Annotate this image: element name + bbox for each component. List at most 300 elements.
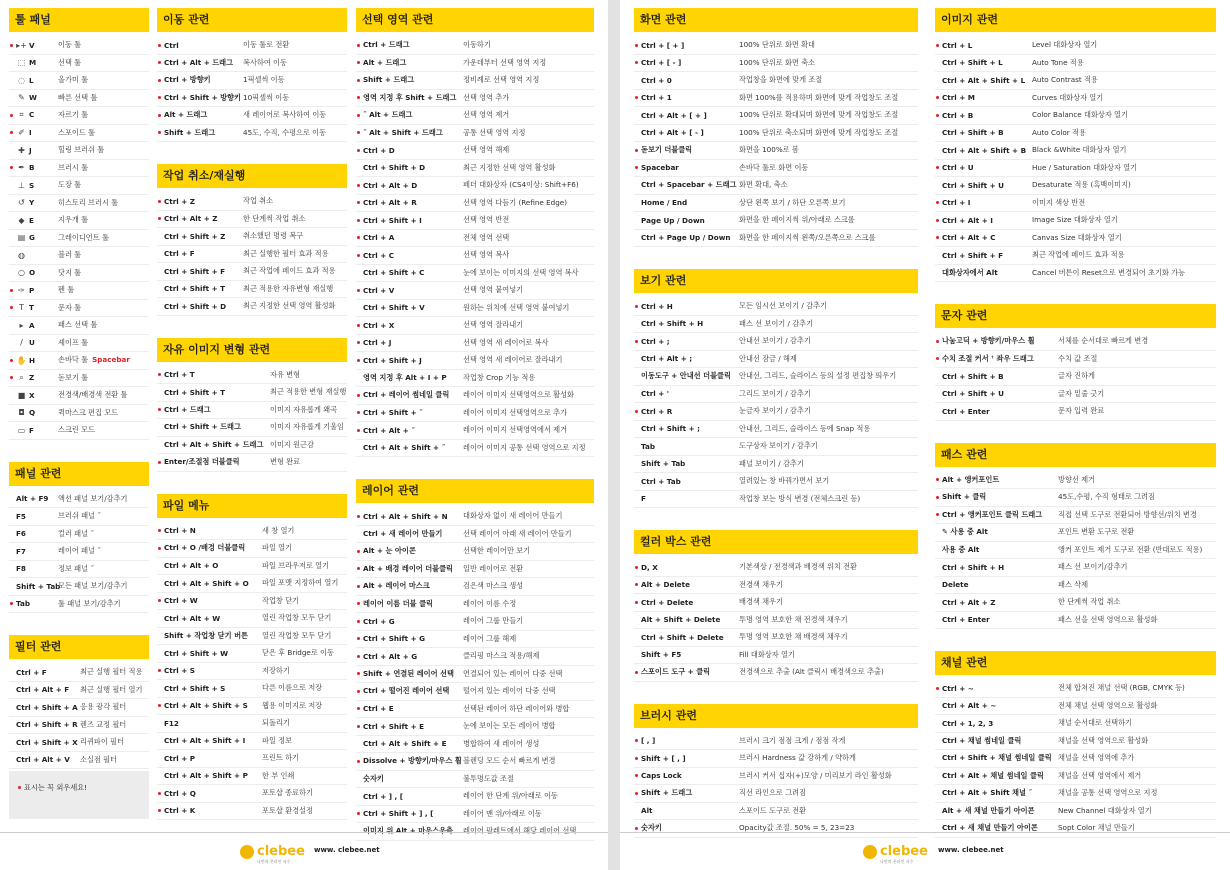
shortcut-description [734,319,813,329]
shortcut-key [935,684,1053,693]
shortcut-row [634,55,918,73]
shortcut-key-text: Home / End [641,198,688,208]
shortcut-description [257,753,299,763]
shortcut-row [9,90,149,108]
shortcut-description [1027,145,1126,155]
shortcut-description-text: 되돌리기 [262,718,290,728]
shortcut-row [634,195,918,213]
shortcut-key [9,668,75,677]
section-header: 문자 관련 [935,304,1216,328]
shortcut-row [9,107,149,125]
shortcut-row [157,733,347,751]
shortcut-description-text: 안내선 잠금 / 해제 [739,353,797,363]
shortcut-description [458,581,523,591]
shortcut-description [458,355,562,365]
shortcut-description [734,406,811,416]
shortcut-key-text: Ctrl + Enter [942,615,990,625]
shortcut-key [634,145,734,155]
shortcut-description-text: Image Size 대화상자 열기 [1032,215,1118,225]
shortcut-key-text: Ctrl + I [942,198,971,208]
shortcut-description [734,441,818,451]
shortcut-description [458,145,509,155]
shortcut-key [157,789,257,798]
shortcut-row [356,422,594,440]
shortcut-key [634,442,734,451]
shortcut-description [238,249,329,259]
shortcut-row [356,300,594,318]
shortcut-key-text: Ctrl [164,40,179,50]
brand-name: clebee [257,844,305,859]
shortcut-key [157,128,238,138]
shortcut-key [9,58,53,67]
shortcut-row [9,734,149,752]
shortcut-row [9,561,149,579]
shortcut-key-text: Ctrl + Alt + C [942,233,996,243]
shortcut-description-text: 채널 순서대로 선택하기 [1058,718,1133,728]
shortcut-key [634,494,734,503]
shortcut-key [935,545,1053,555]
shortcut-description-text: 패스 선 보이기/감추기 [1058,562,1128,572]
shortcut-key-text: Ctrl + Shift + 방향키 [164,92,241,102]
shortcut-key-text: Ctrl + Alt + Shift 채널 ˝ [942,788,1033,798]
shortcut-description [1053,475,1095,485]
shortcut-description-text: 정비례로 선택 영역 지정 [463,75,540,85]
shortcut-description-text: 돋보기 툴 [58,372,89,382]
shortcut-description-text: 웹용 이미지로 저장 [262,700,323,710]
shortcut-key [356,356,458,365]
shortcut-row [9,335,149,353]
shortcut-key-text: Ctrl + Shift + I [363,215,422,225]
shortcut-row [9,578,149,596]
shortcut-key-text: Ctrl + ' [641,389,669,399]
tool-icon: ○ [18,268,25,278]
shortcut-row [9,405,149,423]
shortcut-key [356,443,458,452]
shortcut-description-text: 파일 포맷 지정하여 열기 [262,578,339,588]
shortcut-description [257,666,290,676]
shortcut-key [634,93,734,102]
shortcut-description-text: 정보 패널 ˝ [58,563,94,573]
shortcut-description [53,303,81,313]
shortcut-description-text: 눈금자 보이기 / 감추기 [739,406,811,416]
shortcut-key [157,197,238,206]
shortcut-description [734,354,797,364]
shortcut-key-text: Dissolve + 방향키/마우스 휠 [363,756,462,766]
shortcut-key-text: F12 [164,718,179,728]
shortcut-key [356,233,458,242]
shortcut-row [356,247,594,265]
tool-icon: ✎ [18,93,25,103]
shortcut-description-text: 선택한 레이어만 보기 [463,546,531,556]
shortcut-row [157,384,347,402]
shortcut-key-text: Ctrl + Alt + F [16,685,70,695]
shortcut-key [634,598,734,607]
shortcut-key-text: Ctrl + Shift + U [942,389,1004,399]
shortcut-key-text: Delete [942,580,969,590]
shortcut-key [9,581,61,591]
shortcut-description [53,390,127,400]
shortcut-key [935,806,1053,816]
shortcut-description [1027,163,1137,173]
shortcut-key [356,669,458,679]
shortcut-description-text: 그레이디언트 툴 [58,232,109,242]
shortcut-description-text: 최근 작업에 페이드 효과 적용 [243,266,336,276]
shortcut-key [157,302,238,311]
shortcut-key-text: 대화상자에서 Alt [942,267,998,277]
shortcut-key-text: P [29,285,35,295]
shortcut-description [1053,406,1104,416]
shortcut-description-text: 투명 영역 보호한 채 전경색 채우기 [739,614,848,624]
shortcut-key [157,284,238,293]
shortcut-description-text: 포인트 변환 도구로 전환 [1058,527,1135,537]
tool-icon: ◘ [18,408,25,418]
shortcut-key [157,736,257,745]
shortcut-key [9,494,53,503]
shortcut-description [458,564,523,574]
shortcut-description-text: 최근 지정한 선택 영역 활성화 [463,162,556,172]
shortcut-section [634,8,918,247]
shortcut-description-text: 복사하여 이동 [243,57,287,67]
shortcut-row [356,561,594,579]
shortcut-description-text: 레이어 그룹 해제 [463,633,517,643]
shortcut-description [53,215,88,225]
shortcut-row [634,612,918,630]
shortcut-description-text: 이미지 자유롭게 기울임 [270,422,345,432]
shortcut-key-text: Alt + 드래그 [164,110,208,120]
shortcut-key-text: Ctrl + Alt + Z [942,597,996,607]
shortcut-key-text: 레이어 이름 더블 클릭 [363,598,433,608]
shortcut-row [356,631,594,649]
shortcut-key [935,615,1053,624]
shortcut-description-text: 문자 툴 [58,302,82,312]
shortcut-row [935,55,1216,73]
shortcut-description [265,422,344,432]
shortcut-row [935,177,1216,195]
shortcut-description-text: 채널을 선택 영역에 추가 [1058,753,1135,763]
shortcut-row [935,750,1216,768]
shortcut-row [356,195,594,213]
shortcut-row [935,594,1216,612]
shortcut-description-text: 빠른 선택 툴 [58,92,98,102]
shortcut-key [157,701,257,710]
shortcut-row [356,37,594,55]
shortcut-key [935,146,1027,155]
section-header: 파일 메뉴 [157,494,347,518]
shortcut-description-text: 안내선 보이기 / 감추기 [739,336,811,346]
shortcut-description [75,685,142,695]
shortcut-description [734,93,898,103]
shortcut-description [458,215,509,225]
shortcut-row [356,701,594,719]
shortcut-row [935,542,1216,560]
shortcut-description-text: 선택 영역 다듬기 (Refine Edge) [463,197,568,207]
shortcut-row [935,247,1216,265]
shortcut-row [935,212,1216,230]
shortcut-description-text: 한 단계씩 작업 취소 [243,213,306,223]
website-url[interactable]: www. clebee.net [314,846,380,854]
shortcut-row [157,803,347,821]
shortcut-key [634,389,734,398]
shortcut-key-text: Ctrl + B [942,110,974,120]
shortcut-key-text: Ctrl + M [942,93,975,103]
tool-icon: ✑ [18,285,25,295]
shortcut-description-text: 포토샵 환경설정 [262,805,313,815]
shortcut-key [9,512,53,521]
shortcut-key-text: B [29,163,35,173]
shortcut-key-text: Ctrl + ~ [942,683,974,693]
shortcut-description [1027,110,1128,120]
shortcut-row [634,351,918,369]
shortcut-row [9,370,149,388]
shortcut-key-text: Y [29,198,35,208]
shortcut-row [935,820,1216,838]
shortcut-description-text: 최근 적용한 변형 재실행 [270,387,347,397]
shortcut-description-text: 방향선 제거 [1058,474,1096,484]
shortcut-row [935,160,1216,178]
shortcut-key [356,408,458,417]
shortcut-key-text: [ , ] [641,736,656,746]
shortcut-description-text: 선택 영역 해제 [463,145,510,155]
shortcut-key [634,58,734,67]
shortcut-description [53,338,88,348]
shortcut-description-text: 액션 패널 보기/감추기 [58,493,128,503]
bee-icon [863,845,877,859]
shortcut-description-text: Desaturate 적용 (흑백이미지) [1032,180,1131,190]
brand-text [257,840,305,864]
shortcut-row [9,125,149,143]
shortcut-key-text: Ctrl + Enter [942,406,990,416]
shortcut-key [356,216,458,225]
shortcut-key [9,737,78,747]
shortcut-description-text: 파일 정보 [262,735,293,745]
shortcut-row [9,230,149,248]
shortcut-description [734,58,815,68]
shortcut-key [157,754,257,763]
shortcut-description [458,546,530,556]
shortcut-key-text: 나눔고딕 + 방향키/마우스 휠 [942,336,1035,346]
section-header: 툴 패널 [9,8,149,32]
shortcut-description [458,180,579,190]
shortcut-description-text: 이미지 원근감 [270,439,314,449]
shortcut-description [53,320,97,330]
shortcut-key [935,372,1053,381]
shortcut-key-text: Ctrl + C [363,250,395,260]
shortcut-key [634,633,734,642]
shortcut-key [9,110,53,120]
shortcut-key [356,529,458,539]
shortcut-key-text: Ctrl + Shift + X [16,737,78,747]
shortcut-description [53,250,81,260]
shortcut-key-text: Z [29,372,35,382]
shortcut-row [157,454,347,472]
shortcut-description [238,110,326,120]
shortcut-description-text: 선택 영역 복사 [463,250,510,260]
shortcut-key [634,667,734,677]
shortcut-description [734,40,815,50]
shortcut-description [257,648,334,658]
shortcut-key-text: Ctrl + Alt + ; [641,354,693,364]
shortcut-description-text: 레이어 이미지 선택영역으로 추가 [463,407,568,417]
shortcut-row [935,37,1216,55]
shortcut-description [75,737,124,747]
shortcut-description-text: 이동 툴로 전환 [243,40,290,50]
shortcut-key-text: Ctrl + Alt + I [942,215,993,225]
shortcut-row [634,559,918,577]
shortcut-description [734,110,898,120]
shortcut-key-text: L [29,75,34,85]
tool-icon: ⌗ [19,110,24,120]
shortcut-description-text: 리퀴파이 필터 [80,737,124,747]
shortcut-description-text: Canvas Size 대화상자 열기 [1032,232,1122,242]
shortcut-description-text: 전경색 채우기 [739,579,783,589]
shortcut-key-text: Ctrl + J [363,338,392,348]
shortcut-row [634,160,918,178]
shortcut-row [356,142,594,160]
shortcut-description [734,736,845,746]
shortcut-description-text: 선택 레이어 아래 새 레이어 만들기 [463,528,572,538]
shortcut-section [9,462,149,614]
shortcut-key-text: V [29,40,35,50]
shortcut-key [634,407,734,416]
shortcut-key [634,580,734,589]
shortcut-key [157,771,257,780]
tool-icon: ⬚ [17,58,26,68]
shortcut-description-text: 작업창을 화면에 맞게 조절 [739,75,823,85]
shortcut-key [9,529,53,538]
shortcut-description [734,788,806,798]
shortcut-description-text: 클리핑 마스크 적용/해제 [463,651,540,661]
shortcut-key [9,338,53,347]
shortcut-description [53,546,101,556]
shortcut-key-text: Shift + 연결된 레이어 선택 [363,668,454,678]
shortcut-description-text: 선택된 레이어 하단 레이어와 병합 [463,703,570,713]
shortcut-description-text: 최근 지정한 선택 영역 활성화 [243,301,336,311]
shortcut-key [634,650,734,659]
section-header: 컬러 박스 관련 [634,530,918,554]
shortcut-description [1053,771,1141,781]
shortcut-row [935,107,1216,125]
shortcut-description [458,408,567,418]
shortcut-key-text: F [641,494,646,504]
shortcut-description [53,355,130,365]
shortcut-description-text: 한 부 인쇄 [262,770,295,780]
shortcut-row [935,403,1216,421]
shortcut-description [458,233,509,243]
brand-tagline: 나만의 온라인 서수 [880,859,914,864]
shortcut-row [634,577,918,595]
section-header: 자유 이미지 변형 관련 [157,338,347,362]
shortcut-description [238,196,273,206]
shortcut-key [9,198,53,207]
shortcut-key-text: Ctrl + O /배경 더블클릭 [164,543,246,553]
shortcut-row [356,177,594,195]
shortcut-row [634,403,918,421]
shortcut-key-text: Ctrl + Shift + A [16,702,78,712]
shortcut-description-text: 채널을 공통 선택 영역으로 지정 [1058,788,1158,798]
shortcut-row [935,785,1216,803]
shortcut-row [9,142,149,160]
shortcut-row [157,402,347,420]
shortcut-key-text: Ctrl + Alt + [ - ] [641,128,704,138]
shortcut-key [157,214,238,223]
shortcut-key [9,251,53,260]
shortcut-description-text: 화면을 100%로 봄 [739,145,799,155]
shortcut-row [9,543,149,561]
shortcut-key [935,510,1053,520]
shortcut-description-text: 직선 라인으로 그려짐 [739,788,807,798]
shortcut-key-text: Ctrl + 드래그 [363,40,410,50]
shortcut-row [9,387,149,405]
shortcut-description [53,581,127,591]
shortcut-key [157,561,257,570]
shortcut-row [356,90,594,108]
tool-icon: / [20,338,23,348]
shortcut-key-text: Ctrl + D [363,145,395,155]
shortcut-key [9,181,53,190]
shortcut-key [935,598,1053,607]
shortcut-key-text: Ctrl + ; [641,336,670,346]
shortcut-row [9,300,149,318]
shortcut-description-text: Fill 대화상자 열기 [739,649,795,659]
shortcut-key-text: Alt + 앵커포인트 [942,474,1000,484]
website-url[interactable]: www. clebee.net [938,846,1004,854]
shortcut-description-text: 작업 취소 [243,196,274,206]
shortcut-key-text: Ctrl + P [164,753,196,763]
shortcut-key [935,527,1053,537]
shortcut-key [356,40,458,50]
shortcut-key-text: Ctrl + Shift + T [164,284,225,294]
shortcut-key [634,163,734,172]
shortcut-key [157,614,257,623]
shortcut-description [53,145,104,155]
shortcut-row [9,526,149,544]
shortcut-description [1053,736,1148,746]
shortcut-description-text: 도구상자 보이기 / 감추기 [739,441,818,451]
shortcut-description-text: 스포이드 툴 [58,127,96,137]
section-header: 이동 관련 [157,8,347,32]
section-header: 레이어 관련 [356,479,594,503]
shortcut-row [356,265,594,283]
shortcut-description [238,58,287,68]
shortcut-key-text: Ctrl + 드래그 [164,404,211,414]
shortcut-description [1053,545,1202,555]
shortcut-description [53,564,94,574]
shortcut-key-text: Ctrl + W [164,596,198,606]
shortcut-row [356,543,594,561]
shortcut-key-text: Ctrl + Shift + B [942,371,1004,381]
shortcut-key-text: Ctrl + N [164,526,196,536]
shortcut-description [238,75,285,85]
shortcut-description-text: 기본색상 / 전경색과 배경색 위치 전환 [739,562,857,572]
shortcut-key-text: Ctrl + Alt + V [16,755,70,765]
shortcut-row [356,370,594,388]
shortcut-key-text: 숫자키 [641,823,662,833]
shortcut-description [1027,268,1185,278]
shortcut-key-text: F5 [16,511,26,521]
shortcut-key [634,111,734,120]
shortcut-description-text: 레이어 그룹 만들기 [463,616,524,626]
shortcut-key-text: F [29,425,34,435]
shortcut-key-text: O [29,268,36,278]
shortcut-description [53,198,118,208]
shortcut-description-text: 선택 툴 [58,57,82,67]
shortcut-description-text: 레이어 이미지 공통 선택 영역으로 지정 [463,442,586,452]
shortcut-key-text: Shift + 드래그 [363,75,415,85]
shortcut-description-text: 저장하기 [262,665,290,675]
shortcut-key-text: Ctrl + Alt + Shift + E [363,739,447,749]
shortcut-row [9,212,149,230]
shortcut-key-text: Ctrl + ] , [ [363,791,404,801]
